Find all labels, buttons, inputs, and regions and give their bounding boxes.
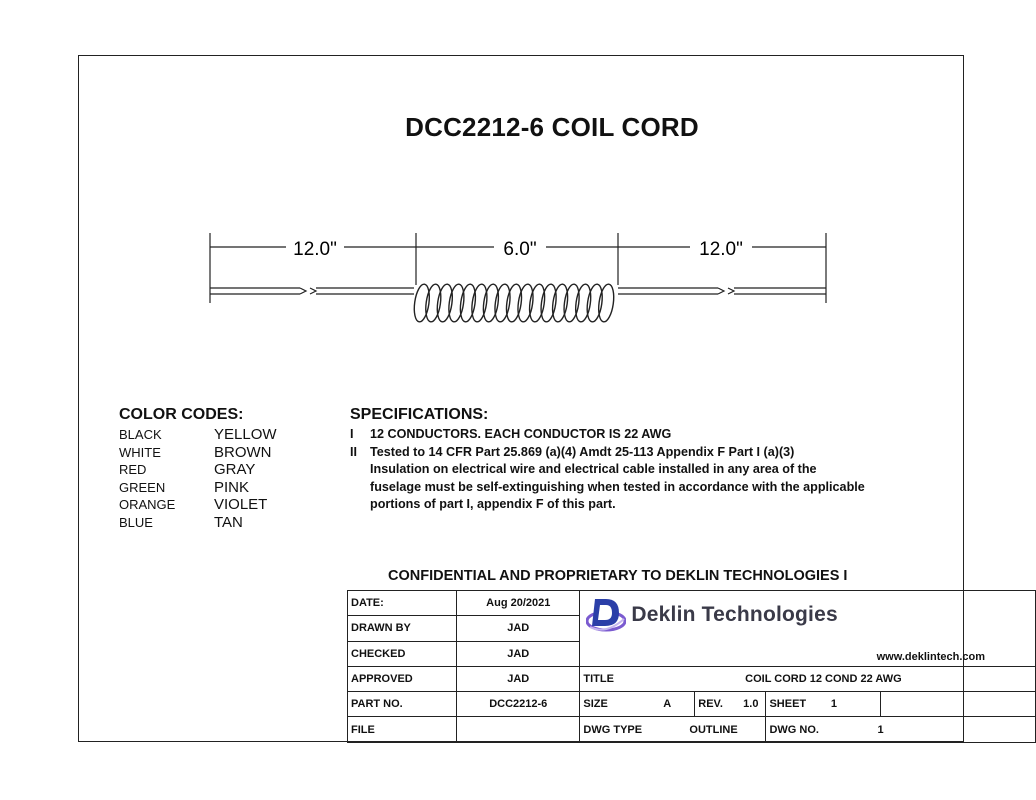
drawing-title: DCC2212-6 COIL CORD xyxy=(405,112,699,142)
coil-loop xyxy=(597,283,616,323)
dwg-no-cell xyxy=(766,717,1036,742)
coil-loop xyxy=(585,283,604,323)
company-logo-cell xyxy=(580,591,1036,667)
dwg-type-cell xyxy=(580,717,766,742)
coil-loop xyxy=(516,283,535,323)
coil-loop xyxy=(435,283,454,323)
checked-value: JAD xyxy=(457,641,580,666)
rev-value: 1.0 xyxy=(743,698,759,711)
file-value xyxy=(457,717,580,742)
spec-item-text: portions of part I, appendix F of this part. xyxy=(370,497,616,512)
color-code-right: VIOLET xyxy=(214,496,268,514)
coil-loop xyxy=(412,283,431,323)
spec-item-number xyxy=(350,461,370,479)
title-value: COIL CORD 12 COND 22 AWG xyxy=(745,673,902,686)
color-code-right: YELLOW xyxy=(214,426,277,443)
title-label: TITLE xyxy=(583,673,614,686)
color-code-left: RED xyxy=(119,462,147,478)
sheet-label: SHEET xyxy=(769,698,807,711)
spec-item xyxy=(350,461,950,479)
dwg-type-value: OUTLINE xyxy=(689,723,738,736)
spec-item xyxy=(350,426,950,444)
size-cell xyxy=(580,692,695,717)
color-code-row xyxy=(119,496,277,514)
coil-loop xyxy=(493,283,512,323)
color-code-right: GRAY xyxy=(214,461,256,479)
spec-item xyxy=(350,444,950,462)
date-value: Aug 20/2021 xyxy=(457,591,580,616)
specifications xyxy=(350,406,950,514)
date-label: DATE: xyxy=(348,591,457,616)
coil-loop xyxy=(539,283,558,323)
part-no-value: DCC2212-6 xyxy=(457,692,580,717)
dimension-right-label: 12.0" xyxy=(699,239,743,260)
spec-item-number xyxy=(350,479,370,497)
rev-cell xyxy=(695,692,766,717)
spec-item-number: I xyxy=(350,427,354,441)
color-code-left: WHITE xyxy=(119,444,161,460)
color-code-right: TAN xyxy=(214,513,243,531)
sheet-value: 1 xyxy=(830,698,837,711)
coil-loop xyxy=(470,283,489,323)
file-label: FILE xyxy=(348,717,457,742)
color-code-left: ORANGE xyxy=(119,497,176,513)
color-code-right: PINK xyxy=(214,478,250,496)
color-code-row xyxy=(119,426,277,444)
color-code-row xyxy=(119,479,277,497)
confidential-notice: CONFIDENTIAL AND PROPRIETARY TO DEKLIN TECHNOLOGIES I xyxy=(388,568,848,584)
coil-loop xyxy=(447,283,466,323)
spec-item-text: 12 CONDUCTORS. EACH CONDUCTOR IS 22 AWG xyxy=(370,427,672,441)
color-code-right: BROWN xyxy=(214,443,272,461)
lead-right xyxy=(618,288,826,294)
coil-loop xyxy=(424,283,443,323)
dimension-middle-label: 6.0" xyxy=(503,239,537,260)
dwg-no-label: DWG NO. xyxy=(769,723,819,736)
size-value: A xyxy=(663,698,672,711)
spec-item xyxy=(350,479,950,497)
part-no-label: PART NO. xyxy=(348,692,457,717)
coil-loop xyxy=(458,283,477,323)
drawn-by-value: JAD xyxy=(457,616,580,641)
rev-label: REV. xyxy=(698,698,723,711)
spec-item-number xyxy=(350,496,370,514)
color-code-left: BLUE xyxy=(119,514,153,530)
coil-cord-drawing xyxy=(200,225,840,345)
coil-section xyxy=(412,283,616,323)
lead-left xyxy=(210,288,414,294)
specifications-heading: SPECIFICATIONS: xyxy=(350,406,489,423)
deklin-logo-icon xyxy=(586,595,626,635)
company-logo xyxy=(586,595,837,635)
coil-loop xyxy=(527,283,546,323)
approved-value: JAD xyxy=(457,666,580,691)
spec-item xyxy=(350,496,950,514)
coil-loop xyxy=(562,283,581,323)
title-cell xyxy=(580,666,1036,691)
color-code-row xyxy=(119,514,277,532)
company-website: www.deklintech.com xyxy=(876,650,985,663)
coil-loop xyxy=(550,283,569,323)
color-code-left: BLACK xyxy=(119,427,162,442)
color-code-row xyxy=(119,444,277,462)
checked-label: CHECKED xyxy=(348,641,457,666)
sheet-cell xyxy=(766,692,880,717)
dimension-left-label: 12.0" xyxy=(293,239,337,260)
spec-item-text: Tested to 14 CFR Part 25.869 (a)(4) Amdt 25-113 Appendix F Part I (a)(3) xyxy=(370,444,795,459)
dwg-type-label: DWG TYPE xyxy=(583,723,643,736)
title-block xyxy=(347,590,1036,743)
coil-loop xyxy=(481,283,500,323)
spec-item-text: fuselage must be self-extinguishing when tested in accordance with the applicable xyxy=(370,479,865,494)
dwg-no-value: 1 xyxy=(877,723,884,736)
color-code-row xyxy=(119,461,277,479)
spec-item-text: Insulation on electrical wire and electrical cable installed in any area of the xyxy=(370,462,817,477)
spec-item-number: II xyxy=(350,444,357,459)
color-code-left: GREEN xyxy=(119,479,166,495)
approved-label: APPROVED xyxy=(348,666,457,691)
drawn-by-label: DRAWN BY xyxy=(348,616,457,641)
color-codes xyxy=(119,406,277,532)
size-label: SIZE xyxy=(583,698,608,711)
color-codes-heading: COLOR CODES: xyxy=(119,406,244,423)
coil-loop xyxy=(574,283,593,323)
blank-cell xyxy=(880,692,1035,717)
coil-loop xyxy=(504,283,523,323)
company-name: Deklin Technologies xyxy=(631,603,838,626)
